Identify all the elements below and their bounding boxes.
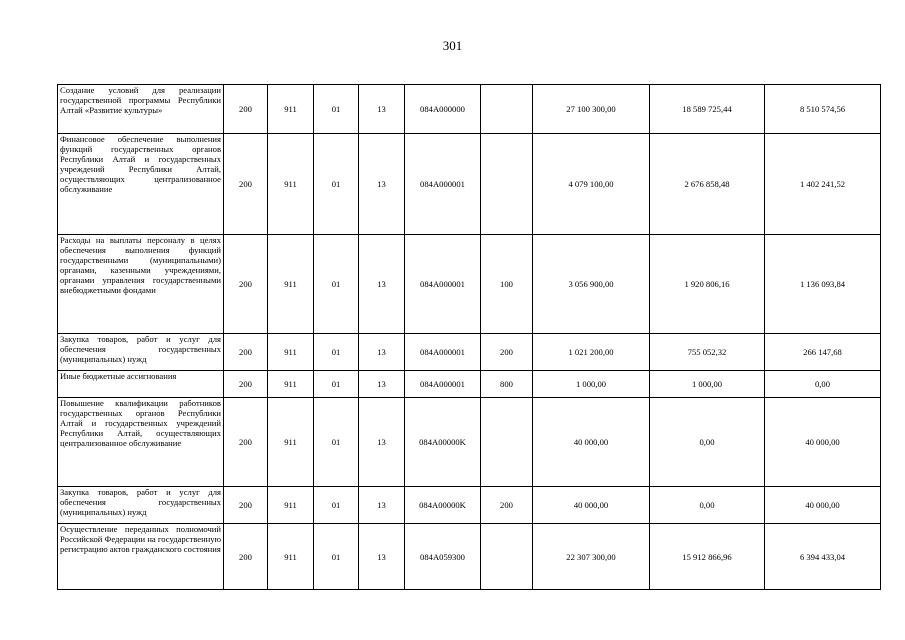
subsection-cell: 13 xyxy=(359,235,405,334)
executed-amount-cell: 1 000,00 xyxy=(650,371,765,398)
expense-name: Осуществление переданных полномочий Российской Федерации на государственную регистрацию актов гражданского состояния xyxy=(58,524,224,590)
executed-amount-cell: 0,00 xyxy=(650,398,765,487)
grbs-cell: 911 xyxy=(268,134,314,235)
section-cell: 01 xyxy=(314,235,359,334)
target-article-cell: 084A000001 xyxy=(405,334,481,371)
expense-type-cell xyxy=(481,398,533,487)
grbs-cell: 911 xyxy=(268,398,314,487)
plan-amount-cell: 4 079 100,00 xyxy=(533,134,650,235)
section-cell: 01 xyxy=(314,334,359,371)
expense-name: Повышение квалификации работников государственных органов Республики Алтай и государственных учреждений Республики Алтай, осуществляющих централизованное обслуживание xyxy=(58,398,224,487)
section-cell: 01 xyxy=(314,487,359,524)
plan-amount-cell: 22 307 300,00 xyxy=(533,524,650,590)
subsection-cell: 13 xyxy=(359,524,405,590)
expense-name: Создание условий для реализации государственной программы Республики Алтай «Развитие культуры» xyxy=(58,85,224,134)
grbs-cell: 911 xyxy=(268,371,314,398)
grbs-cell: 911 xyxy=(268,235,314,334)
remainder-amount-cell: 6 394 433,04 xyxy=(765,524,881,590)
plan-amount-cell: 3 056 900,00 xyxy=(533,235,650,334)
section-cell: 01 xyxy=(314,371,359,398)
code-cell: 200 xyxy=(224,487,268,524)
expense-name: Иные бюджетные ассигнования xyxy=(58,371,224,398)
plan-amount-cell: 40 000,00 xyxy=(533,398,650,487)
page-number: 301 xyxy=(442,38,463,53)
table-row xyxy=(58,524,881,590)
code-cell: 200 xyxy=(224,85,268,134)
subsection-cell: 13 xyxy=(359,134,405,235)
expense-name: Расходы на выплаты персоналу в целях обеспечения выполнения функций государственными (муниципальными) органами, казенными учреждениями, органами управления государственными внебюджетными фондами xyxy=(58,235,224,334)
target-article-cell: 084A000001 xyxy=(405,371,481,398)
expense-name: Закупка товаров, работ и услуг для обеспечения государственных (муниципальных) нужд xyxy=(58,487,224,524)
table-row xyxy=(58,487,881,524)
plan-amount-cell: 27 100 300,00 xyxy=(533,85,650,134)
expense-type-cell xyxy=(481,85,533,134)
subsection-cell: 13 xyxy=(359,85,405,134)
code-cell: 200 xyxy=(224,524,268,590)
target-article-cell: 084A00000K xyxy=(405,487,481,524)
section-cell: 01 xyxy=(314,524,359,590)
subsection-cell: 13 xyxy=(359,371,405,398)
subsection-cell: 13 xyxy=(359,398,405,487)
expense-name: Закупка товаров, работ и услуг для обеспечения государственных (муниципальных) нужд xyxy=(58,334,224,371)
target-article-cell: 084A000001 xyxy=(405,134,481,235)
expense-name: Финансовое обеспечение выполнения функций государственных органов Республики Алтай и государственных учреждений Республики Алтай, осуществляющих централизованное обслуживание xyxy=(58,134,224,235)
target-article-cell: 084A059300 xyxy=(405,524,481,590)
grbs-cell: 911 xyxy=(268,334,314,371)
section-cell: 01 xyxy=(314,398,359,487)
plan-amount-cell: 40 000,00 xyxy=(533,487,650,524)
grbs-cell: 911 xyxy=(268,487,314,524)
remainder-amount-cell: 266 147,68 xyxy=(765,334,881,371)
table-row xyxy=(58,334,881,371)
table-row xyxy=(58,134,881,235)
target-article-cell: 084A000001 xyxy=(405,235,481,334)
budget-table xyxy=(57,84,881,590)
remainder-amount-cell: 0,00 xyxy=(765,371,881,398)
executed-amount-cell: 2 676 858,48 xyxy=(650,134,765,235)
executed-amount-cell: 755 052,32 xyxy=(650,334,765,371)
expense-type-cell: 800 xyxy=(481,371,533,398)
remainder-amount-cell: 1 136 093,84 xyxy=(765,235,881,334)
section-cell: 01 xyxy=(314,134,359,235)
grbs-cell: 911 xyxy=(268,524,314,590)
section-cell: 01 xyxy=(314,85,359,134)
target-article-cell: 084A00000K xyxy=(405,398,481,487)
expense-type-cell xyxy=(481,134,533,235)
subsection-cell: 13 xyxy=(359,334,405,371)
table-row xyxy=(58,398,881,487)
table-row xyxy=(58,85,881,134)
plan-amount-cell: 1 021 200,00 xyxy=(533,334,650,371)
executed-amount-cell: 1 920 806,16 xyxy=(650,235,765,334)
expense-type-cell xyxy=(481,524,533,590)
table-row xyxy=(58,371,881,398)
expense-type-cell: 100 xyxy=(481,235,533,334)
remainder-amount-cell: 40 000,00 xyxy=(765,398,881,487)
executed-amount-cell: 18 589 725,44 xyxy=(650,85,765,134)
executed-amount-cell: 15 912 866,96 xyxy=(650,524,765,590)
code-cell: 200 xyxy=(224,334,268,371)
code-cell: 200 xyxy=(224,134,268,235)
expense-type-cell: 200 xyxy=(481,334,533,371)
remainder-amount-cell: 8 510 574,56 xyxy=(765,85,881,134)
table-row xyxy=(58,235,881,334)
code-cell: 200 xyxy=(224,371,268,398)
remainder-amount-cell: 1 402 241,52 xyxy=(765,134,881,235)
code-cell: 200 xyxy=(224,235,268,334)
grbs-cell: 911 xyxy=(268,85,314,134)
expense-type-cell: 200 xyxy=(481,487,533,524)
code-cell: 200 xyxy=(224,398,268,487)
executed-amount-cell: 0,00 xyxy=(650,487,765,524)
target-article-cell: 084A000000 xyxy=(405,85,481,134)
remainder-amount-cell: 40 000,00 xyxy=(765,487,881,524)
plan-amount-cell: 1 000,00 xyxy=(533,371,650,398)
subsection-cell: 13 xyxy=(359,487,405,524)
